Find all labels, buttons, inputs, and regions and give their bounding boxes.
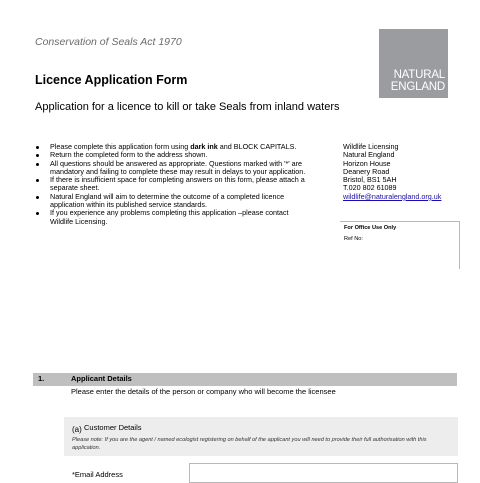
bullet-icon [36,212,39,215]
instruction-text: Please complete this application form using [50,142,191,151]
instruction-item [36,160,308,177]
ref-no-label: Ref No: [344,236,363,242]
natural-england-logo [379,29,448,98]
bullet-icon [36,196,39,199]
bullet-icon [36,154,39,157]
instruction-text: Return the completed form to the address shown. [50,150,208,160]
address-line: Bristol, BS1 5AH [343,175,397,185]
instruction-emphasis: dark ink [190,142,218,151]
address-line: Natural England [343,150,395,160]
instruction-text: Natural England will aim to determine the outcome of a completed licence application within its published service standards. [50,191,285,210]
subsection-letter: (a) [72,425,82,434]
instruction-text: and BLOCK CAPITALS. [217,142,297,151]
section-number: 1. [38,374,45,383]
section-description: Please enter the details of the person or company who will become the licensee [71,387,336,396]
address-line: Horizon House [343,158,391,168]
phone-line: T.020 802 61089 [343,183,397,193]
form-title: Licence Application Form [35,73,188,87]
office-use-heading: For Office Use Only [344,225,397,231]
instruction-text: All questions should be answered as appropriate. Questions marked with '*' are mandatory and failing to complete these may result in delays to your application. [50,158,306,176]
act-reference: Conservation of Seals Act 1970 [35,36,182,48]
bullet-icon [36,146,39,149]
email-address-label: *Email Address [72,470,123,479]
address-line: Wildlife Licensing [343,142,399,151]
instructions-list [36,143,308,226]
instruction-item [36,209,308,226]
instruction-text: If there is insufficient space for completing answers on this form, please attach a separate sheet. [50,175,305,193]
bullet-icon [36,179,39,182]
office-use-box [340,221,460,269]
bullet-icon [36,163,39,166]
email-link[interactable]: wildlife@naturalengland.org.uk [343,191,442,201]
logo-line-2: ENGLAND [390,81,445,93]
instruction-text: If you experience any problems completing this application –please contact Wildlife Licensing. [50,208,289,226]
section-title: Applicant Details [71,374,132,383]
contact-address [343,143,441,201]
instruction-item [36,176,308,193]
agent-note: Please note: If you are the agent / named ecologist registering on behalf of the applicant you will need to provide their full authorisation with this application. [72,437,427,451]
form-subtitle: Application for a licence to kill or take Seals from inland waters [35,101,340,113]
email-address-field[interactable] [189,463,458,483]
subsection-title: Customer Details [84,423,142,432]
instruction-item [36,193,308,210]
logo-line-1: NATURAL [393,69,445,81]
address-line: Deanery Road [343,166,390,176]
